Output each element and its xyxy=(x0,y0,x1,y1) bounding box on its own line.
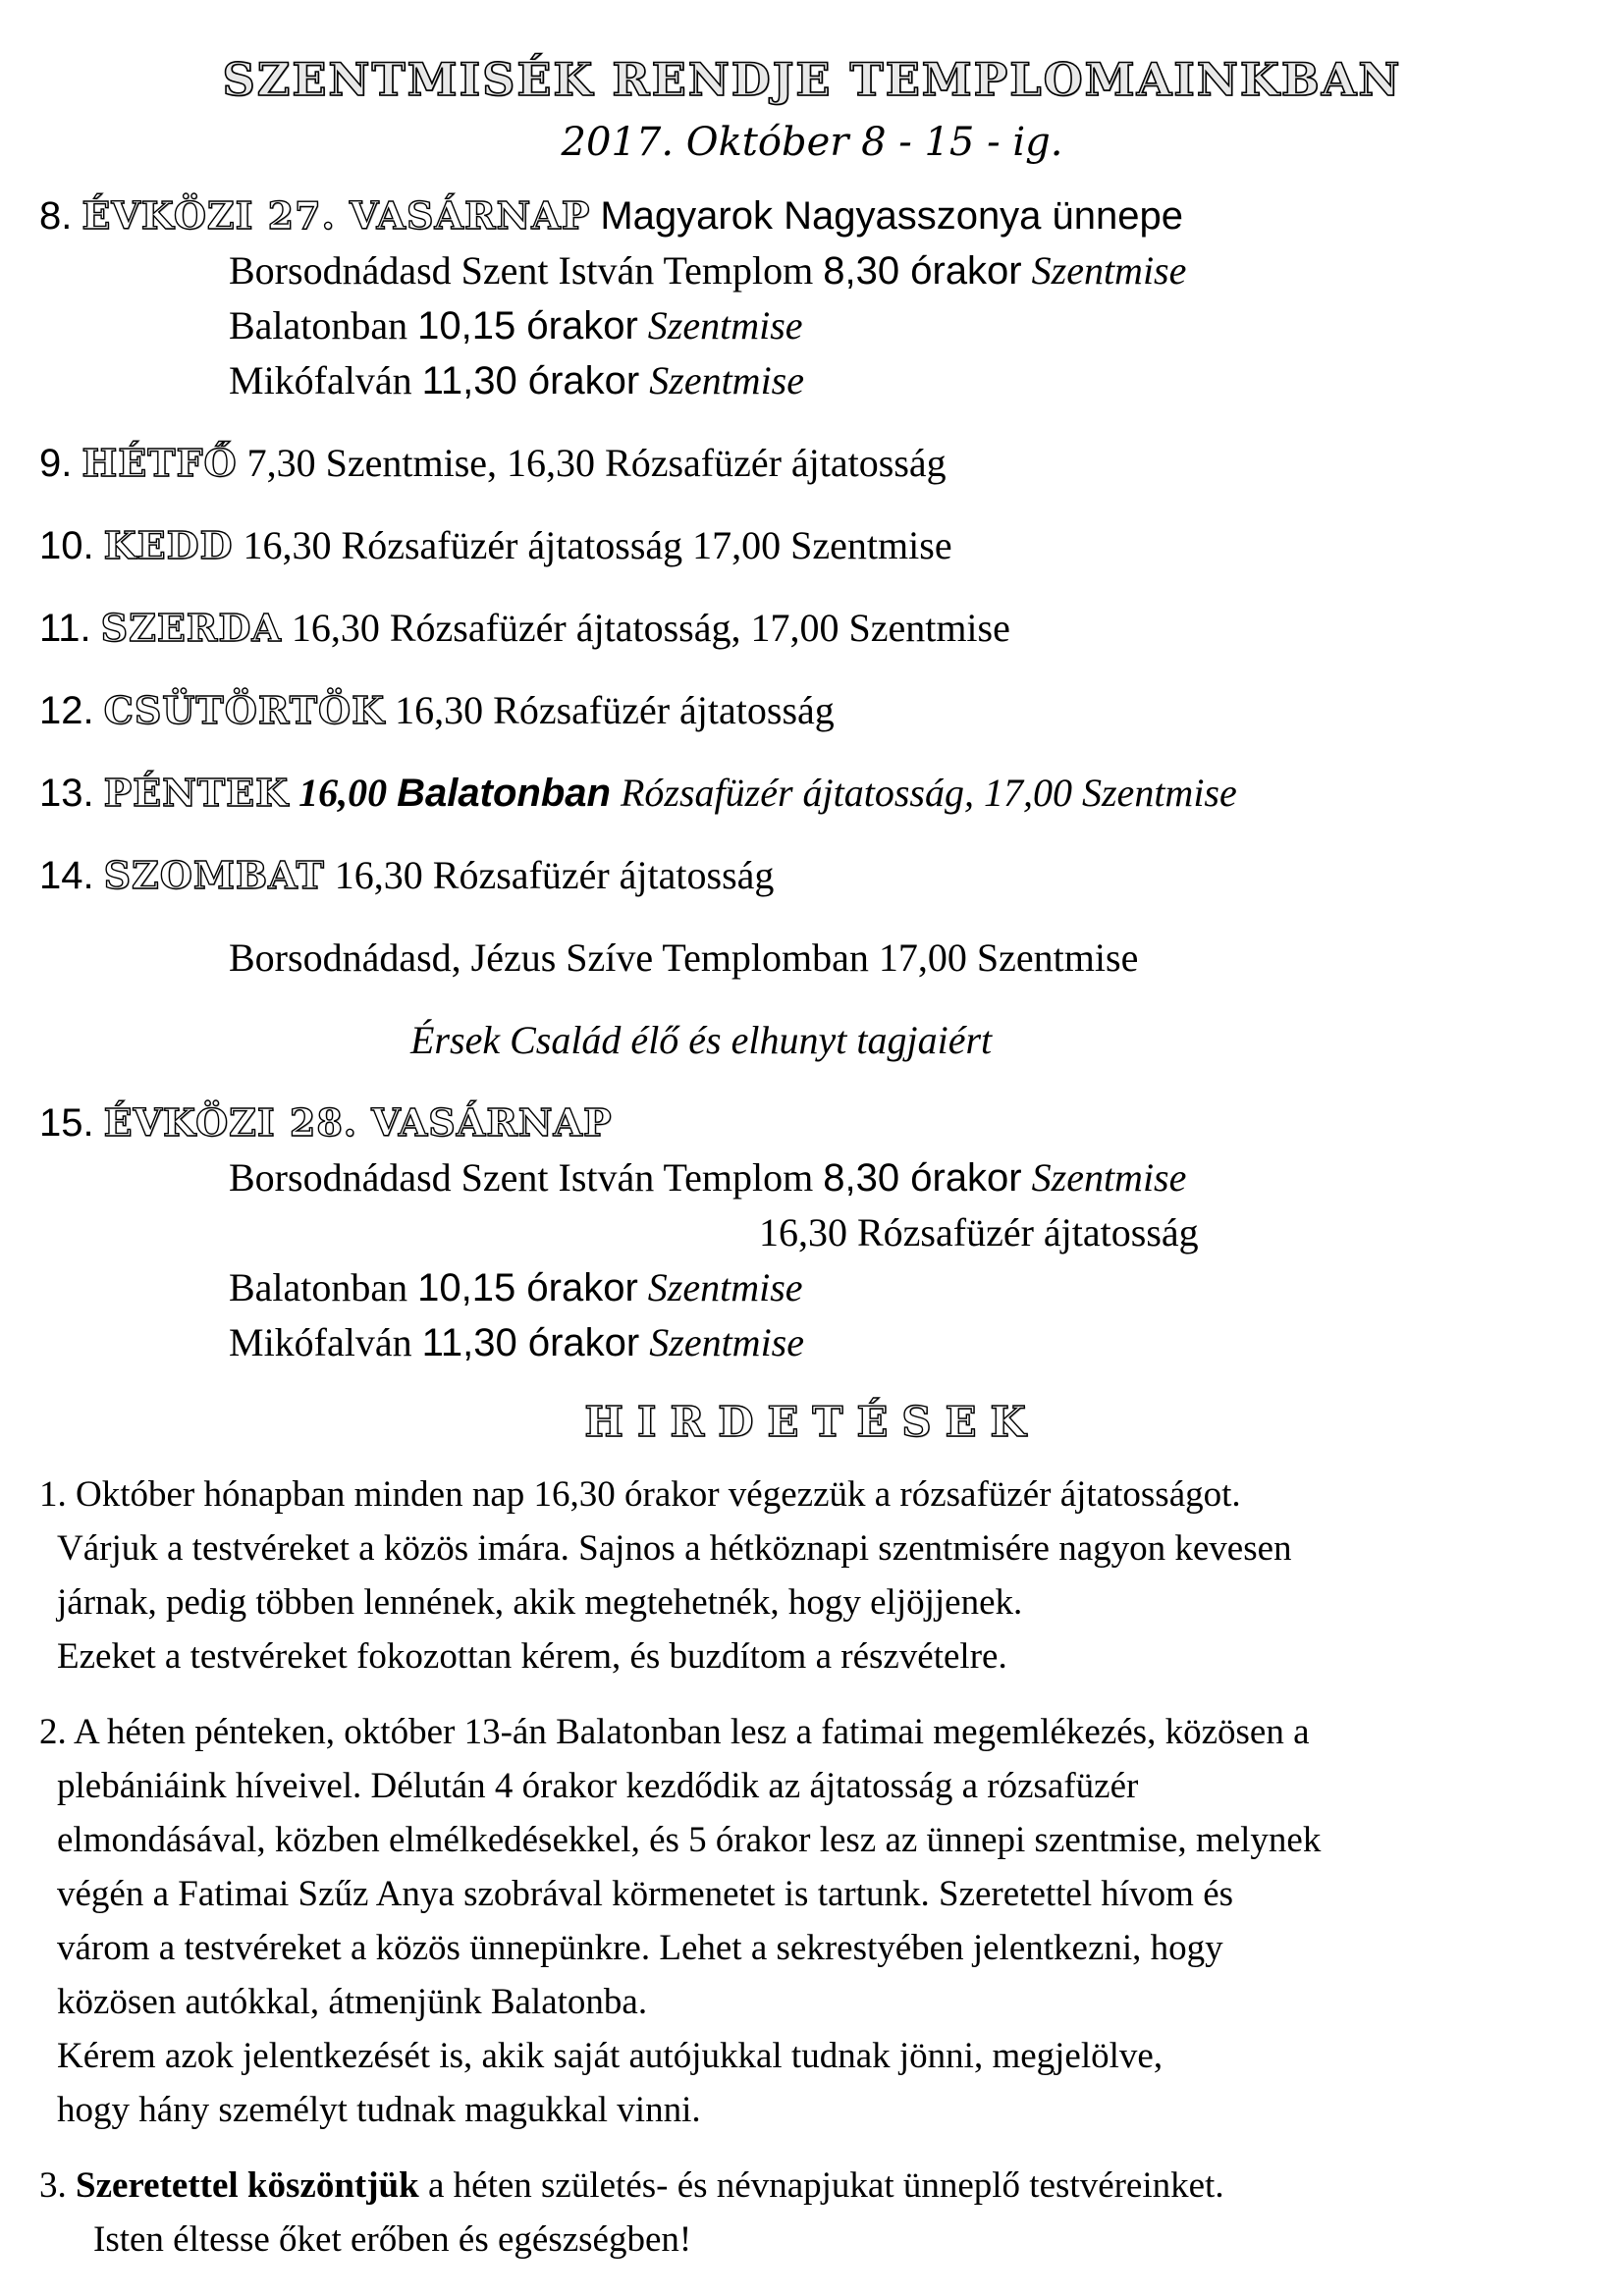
mass-line xyxy=(229,298,1585,353)
mass-schedule xyxy=(39,188,1585,1370)
day-name: HÉTFŐ xyxy=(81,441,238,485)
announcement-line: hogy hány személyt tudnak magukkal vinni. xyxy=(57,2090,701,2130)
mass-service: Szentmise xyxy=(1031,1155,1187,1200)
friday-place: Balatonban xyxy=(397,772,611,815)
day-services: 7,30 Szentmise, 16,30 Rózsafüzér ájtatosság xyxy=(246,441,947,485)
day-services: Rózsafüzér ájtatosság, 17,00 Szentmise xyxy=(620,771,1237,815)
day-services: 16,30 Rózsafüzér ájtatosság xyxy=(395,688,835,732)
mass-intention: Érsek Család élő és elhunyt tagjaiért xyxy=(410,1018,993,1062)
schedule-entry-oct12 xyxy=(39,683,1585,738)
day-number: 15. xyxy=(39,1101,94,1145)
mass-time: 11,30 órakor xyxy=(421,359,640,402)
schedule-entry-oct9 xyxy=(39,436,1585,491)
day-name: ÉVKÖZI 28. VASÁRNAP xyxy=(103,1100,613,1145)
day-number: 11. xyxy=(39,607,91,650)
mass-service: Szentmise xyxy=(647,303,803,347)
mass-place: Balatonban xyxy=(229,303,408,347)
mass-time: 11,30 órakor xyxy=(421,1321,640,1364)
day-number: 14. xyxy=(39,854,94,897)
mass-service: Szentmise xyxy=(1031,248,1187,293)
announcement-line: 1. Október hónapban minden nap 16,30 órakor végezzük a rózsafüzér ájtatosságot. xyxy=(39,1474,1241,1515)
announcement-line: plebániáink híveivel. Délután 4 órakor kezdődik az ájtatosság a rózsafüzér xyxy=(57,1766,1139,1806)
day-name: PÉNTEK xyxy=(103,771,290,815)
mass-time: 8,30 órakor xyxy=(823,1156,1022,1200)
mass-line xyxy=(229,353,1585,408)
day-name: SZERDA xyxy=(100,606,282,650)
mass-place: Mikófalván xyxy=(229,358,412,402)
announcement-line: járnak, pedig többen lennének, akik megtehetnék, hogy eljöjjenek. xyxy=(57,1582,1023,1623)
announcement-line: Várjuk a testvéreket a közös imára. Sajnos a hétköznapi szentmisére nagyon kevesen xyxy=(57,1528,1292,1569)
greeting-bold: Szeretettel köszöntjük xyxy=(76,2165,419,2206)
day-services: 16,30 Rózsafüzér ájtatosság 17,00 Szentmise xyxy=(243,523,952,567)
mass-place: Balatonban xyxy=(229,1265,408,1309)
schedule-entry-oct13 xyxy=(39,766,1585,821)
day-services: 16,30 Rózsafüzér ájtatosság xyxy=(334,853,775,897)
announcement-2 xyxy=(39,1705,1585,2137)
mass-place: Borsodnádasd Szent István Templom xyxy=(229,1155,814,1200)
mass-line xyxy=(229,1150,1585,1205)
day-number: 10. xyxy=(39,524,94,567)
mass-time: 10,15 órakor xyxy=(417,1266,638,1309)
day-number: 12. xyxy=(39,689,94,732)
announcement-1 xyxy=(39,1468,1585,1683)
mass-place: Mikófalván xyxy=(229,1320,412,1364)
announcement-line: közösen autókkal, átmenjünk Balatonba. xyxy=(57,1982,648,2022)
day-number: 8. xyxy=(39,194,73,238)
page-title: SZENTMISÉK RENDJE TEMPLOMAINKBAN xyxy=(222,53,1402,106)
announcement-line: elmondásával, közben elmélkedésekkel, és 5 órakor lesz az ünnepi szentmise, melynek xyxy=(57,1820,1322,1860)
mass-place: Borsodnádasd Szent István Templom xyxy=(229,248,814,293)
schedule-entry-oct14 xyxy=(39,848,1585,903)
friday-time: 16,00 xyxy=(298,771,388,815)
mass-service: Szentmise xyxy=(649,1320,805,1364)
announcement-line: Ezeket a testvéreket fokozottan kérem, és buzdítom a részvételre. xyxy=(57,1636,1007,1677)
feast-name: Magyarok Nagyasszonya ünnepe xyxy=(600,194,1184,238)
announcement-line: Isten éltesse őket erőben és egészségben! xyxy=(93,2219,692,2260)
day-name: SZOMBAT xyxy=(103,853,325,897)
mass-line xyxy=(229,1260,1585,1315)
announcement-line: várom a testvéreket a közös ünnepünkre. Lehet a sekrestyében jelentkezni, hogy xyxy=(57,1928,1223,1968)
rosary-line: 16,30 Rózsafüzér ájtatosság xyxy=(759,1210,1199,1255)
mass-time: 10,15 órakor xyxy=(417,304,638,347)
mass-service: Szentmise xyxy=(649,358,805,402)
announcement-number: 3. xyxy=(39,2165,67,2206)
announcement-line xyxy=(39,2159,1585,2213)
announcement-line: végén a Fatimai Szűz Anya szobrával körmenetet is tartunk. Szeretettel hívom és xyxy=(57,1874,1234,1914)
day-number: 9. xyxy=(39,442,73,485)
announcement-3 xyxy=(39,2159,1585,2267)
day-number: 13. xyxy=(39,772,94,815)
date-range: 2017. Október 8 - 15 - ig. xyxy=(561,120,1063,165)
day-name: ÉVKÖZI 27. VASÁRNAP xyxy=(81,193,591,238)
announcements-heading: HIRDETÉSEK xyxy=(584,1398,1040,1446)
schedule-entry-oct15 xyxy=(39,1095,1585,1150)
schedule-entry-oct10 xyxy=(39,518,1585,573)
mass-line xyxy=(229,243,1585,298)
announcement-line: Kérem azok jelentkezését is, akik saját autójukkal tudnak jönni, megjelölve, xyxy=(57,2036,1164,2076)
day-name: KEDD xyxy=(103,523,234,567)
mass-time: 8,30 órakor xyxy=(823,249,1022,293)
schedule-entry-oct11 xyxy=(39,601,1585,656)
saturday-extra-mass: Borsodnádasd, Jézus Szíve Templomban 17,00 Szentmise xyxy=(229,935,1139,980)
day-name: CSÜTÖRTÖK xyxy=(103,688,386,732)
greeting-rest: a héten születés- és névnapjukat ünneplő testvéreinket. xyxy=(427,2165,1224,2206)
mass-line xyxy=(229,1315,1585,1370)
day-services: 16,30 Rózsafüzér ájtatosság, 17,00 Szentmise xyxy=(291,606,1010,650)
schedule-entry-oct8 xyxy=(39,188,1585,243)
mass-service: Szentmise xyxy=(647,1265,803,1309)
announcements-section xyxy=(39,1468,1585,2267)
announcement-line: 2. A héten pénteken, október 13-án Balatonban lesz a fatimai megemlékezés, közösen a xyxy=(39,1712,1310,1752)
